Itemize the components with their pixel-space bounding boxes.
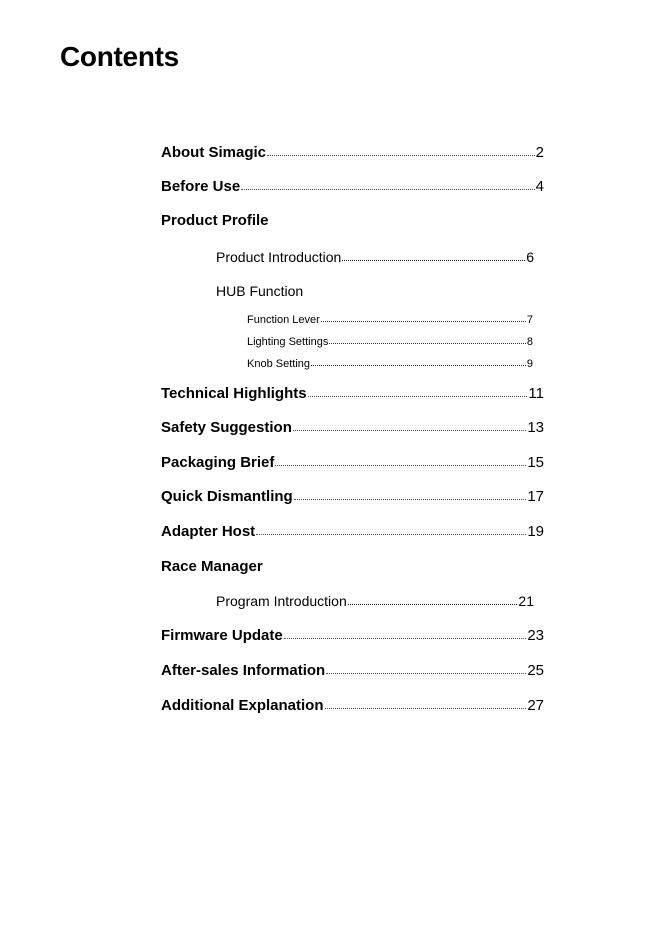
dot-leader [329, 342, 526, 344]
toc-entry-label: Safety Suggestion [161, 419, 292, 436]
toc-entry-packaging-brief[interactable] [161, 453, 544, 473]
toc-entry-page: 13 [527, 419, 544, 436]
toc-entry-label: Product Introduction [216, 249, 342, 265]
dot-leader [294, 498, 527, 500]
toc-entry-firmware-update[interactable] [161, 626, 544, 646]
dot-leader [275, 464, 526, 466]
toc-entry-page: 25 [527, 662, 544, 679]
toc-entry-page: 27 [527, 697, 544, 714]
toc-entry-safety-suggestion[interactable] [161, 418, 544, 438]
toc-entry-label: Before Use [161, 178, 241, 195]
toc-entry-page: 23 [527, 627, 544, 644]
toc-entry-before-use[interactable] [161, 177, 544, 197]
toc-entry-page: 6 [526, 249, 534, 265]
dot-leader [326, 672, 526, 674]
toc-entry-label: Quick Dismantling [161, 488, 293, 505]
toc-entry-knob-setting[interactable] [247, 357, 533, 371]
dot-leader [321, 320, 526, 322]
dot-leader [267, 154, 535, 156]
toc-entry-label: Lighting Settings [247, 336, 329, 348]
toc-heading-product-profile [161, 211, 544, 231]
toc-entry-page: 19 [527, 523, 544, 540]
dot-leader [311, 364, 526, 366]
toc-entry-page: 21 [518, 593, 534, 609]
toc-heading-hub-function [216, 282, 534, 300]
toc-entry-page: 8 [526, 336, 533, 348]
toc-entry-adapter-host[interactable] [161, 522, 544, 542]
dot-leader [342, 259, 525, 261]
toc-entry-label: Firmware Update [161, 627, 283, 644]
toc-entry-lighting-settings[interactable] [247, 335, 533, 349]
toc-heading-label: Product Profile [161, 212, 269, 229]
toc-entry-label: Program Introduction [216, 593, 347, 609]
dot-leader [284, 637, 527, 639]
toc-entry-label: After-sales Information [161, 662, 326, 679]
toc-entry-label: Function Lever [247, 314, 320, 326]
toc-heading-label: HUB Function [216, 283, 304, 299]
toc-entry-label: Adapter Host [161, 523, 256, 540]
toc-entry-label: About Simagic [161, 144, 267, 161]
toc-entry-page: 15 [527, 454, 544, 471]
toc-entry-page: 9 [526, 358, 533, 370]
toc-entry-page: 7 [526, 314, 533, 326]
toc-entry-label: Additional Explanation [161, 697, 324, 714]
dot-leader [308, 395, 528, 397]
toc-heading-label: Race Manager [161, 558, 263, 575]
toc-entry-label: Knob Setting [247, 358, 310, 370]
toc-entry-page: 4 [535, 178, 544, 195]
toc-entry-label: Technical Highlights [161, 385, 307, 402]
toc-entry-program-introduction[interactable] [216, 592, 534, 610]
toc-entry-additional-explanation[interactable] [161, 696, 544, 716]
toc-entry-function-lever[interactable] [247, 313, 533, 327]
dot-leader [241, 188, 534, 190]
toc-entry-after-sales-information[interactable] [161, 661, 544, 681]
toc-entry-label: Packaging Brief [161, 454, 275, 471]
toc-entry-page: 11 [528, 385, 544, 402]
toc-heading-race-manager [161, 557, 544, 577]
toc-entry-product-introduction[interactable] [216, 248, 534, 266]
dot-leader [325, 707, 527, 709]
page-title: Contents [60, 41, 179, 72]
toc-entry-about-simagic[interactable] [161, 143, 544, 163]
toc-entry-technical-highlights[interactable] [161, 384, 544, 404]
dot-leader [293, 429, 526, 431]
toc-entry-quick-dismantling[interactable] [161, 487, 544, 507]
dot-leader [348, 603, 518, 605]
toc-entry-page: 2 [535, 144, 544, 161]
dot-leader [256, 533, 526, 535]
toc-entry-page: 17 [527, 488, 544, 505]
